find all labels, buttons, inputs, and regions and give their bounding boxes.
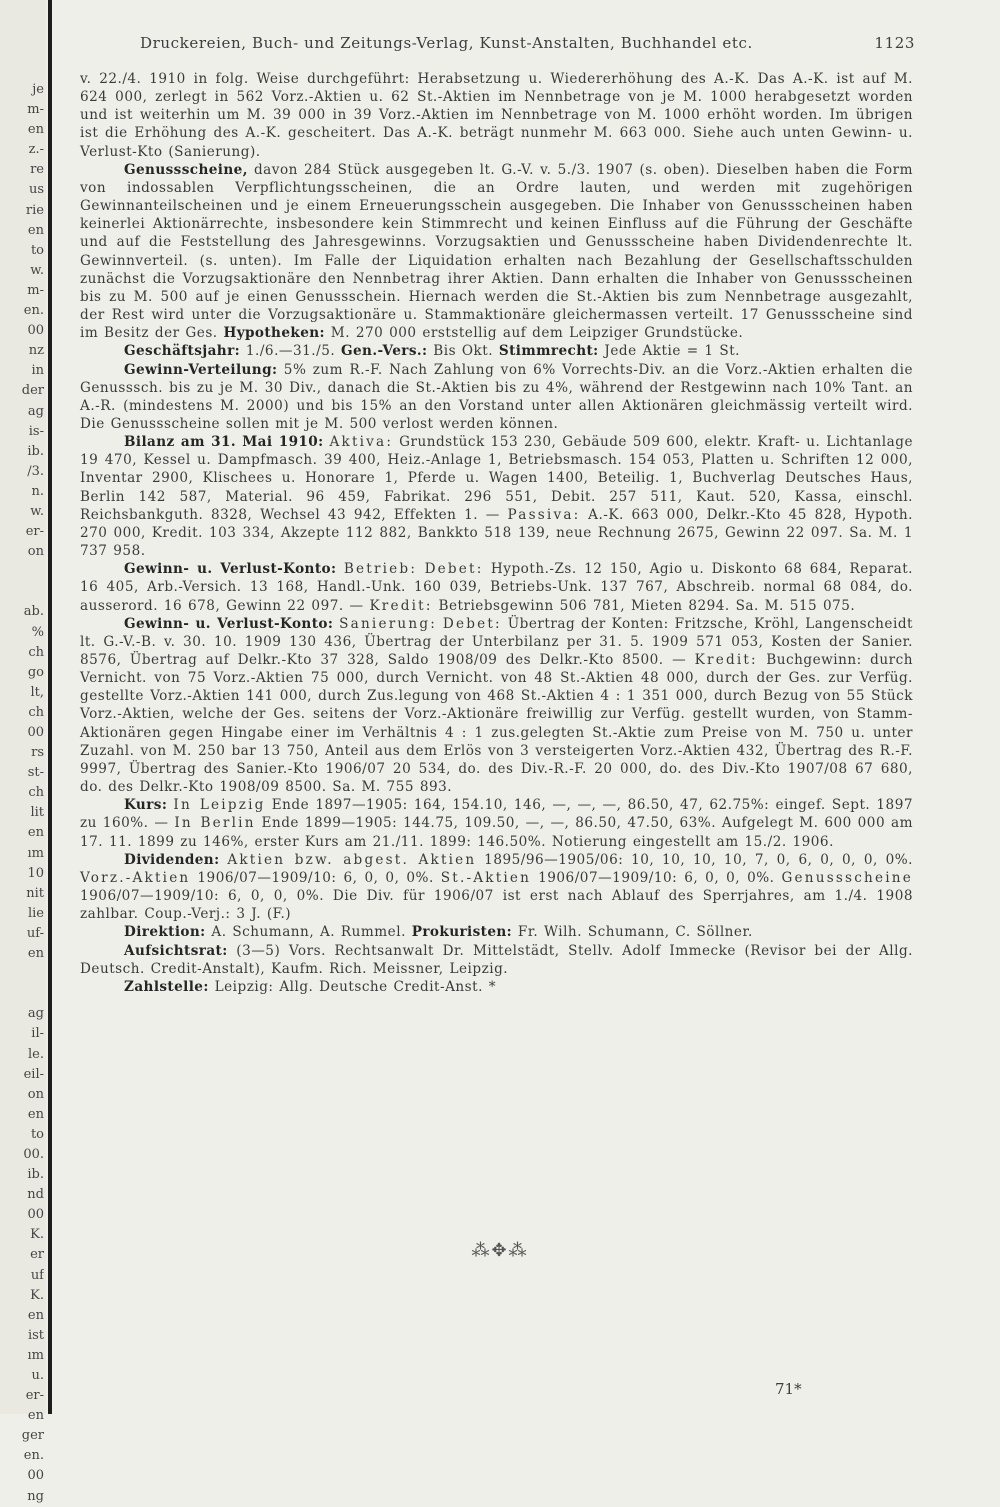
adjacent-page-fragment: /3. [27,463,44,479]
page-number: 1123 [874,34,915,52]
adjacent-page-fragment: en [27,1106,44,1122]
adjacent-page-fragments [0,80,44,1507]
adjacent-page-fragment: re [30,162,44,178]
adjacent-page-fragment: in [31,363,44,379]
adjacent-page-fragment: m- [27,282,44,298]
adjacent-page-fragment [0,984,44,1004]
adjacent-page-fragment: en. [23,303,44,319]
adjacent-page-fragment: il- [31,1026,44,1042]
adjacent-page-fragment: nit [26,885,44,901]
adjacent-page-fragment: 00 [27,1207,44,1223]
adjacent-page-fragment: ım [27,845,44,861]
adjacent-page-fragment: K. [30,1287,44,1303]
paragraph-geschaeftsjahr: Geschäftsjahr: 1./6.—31./5. Gen.-Vers.: Bis Okt. Stimmrecht: Jede Aktie = 1 St. [124,343,740,360]
adjacent-page-fragment: ch [28,704,44,720]
paragraph-gewinn-verteilung: Gewinn-Verteilung: 5% zum R.-F. Nach Zahlung von 6% Vorrechts-Div. an die Vorz.-Aktien erhalten die Genusssch. bis zu je M. 30 Div., danach die St.-Aktien bis zu 4%, während der Restgewinn nach 10% Tant. an A.-R. (mindestens M. 2000) und bis 15% an den Vorstand unter allen Aktionären gleichmässig verteilt wird. Die Genussscheine sollen mit je M. 500 verlost werden können. [80,361,913,432]
adjacent-page-fragment: eil- [23,1066,44,1082]
adjacent-page-fragment: 00 [27,1468,44,1484]
paragraph-kurs: Kurs: In Leipzig Ende 1897—1905: 164, 154.10, 146, —, —, —, 86.50, 47, 62.75%: eingef. Sept. 1897 zu 160%. — In Berlin Ende 1899—1905: 144.75, 109.50, —, —, 86.50, 47.50, 63%. Aufgelegt M. 600 000 am 17. 11. 1899 zu 146%, erster Kurs am 21./11. 1899: 146.50%. Notierung eingestellt am 15./2. 1906. [80,797,913,850]
adjacent-page-fragment: je [32,82,44,97]
adjacent-page-fragment: 00. [23,1146,44,1162]
adjacent-page-fragment: go [27,664,44,680]
adjacent-page-fragment: ag [27,1006,44,1022]
adjacent-page-fragment: lie [27,905,44,921]
adjacent-page-fragment: z.- [28,142,44,158]
adjacent-page-strip [0,0,46,1504]
adjacent-page-fragment: er [30,1247,44,1263]
adjacent-page-fragment: ch [28,644,44,660]
adjacent-page-fragment: en [27,825,44,841]
adjacent-page-fragment: n. [31,483,44,499]
adjacent-page-fragment [0,562,44,582]
paragraph-gewinn-verlust-sanierung: Gewinn- u. Verlust-Konto: Sanierung: Debet: Übertrag der Konten: Fritzsche, Kröhl, Langenscheidt lt. G.-V.-B. v. 30. 10. 1909 130 436, Übertrag der Unterbilanz per 31. 5. 1909 571 053, Kosten der Sanier. 8576, Übertrag auf Delkr.-Kto 37 328, Saldo 1908/09 des Delkr.-Kto 8500. — Kredit: Buchgewinn: durch Vernicht. von 75 Vorz.-Aktien 75 000, durch Vernicht. von 48 St.-Aktien 48 000, durch der Ges. zur Verfüg. gestellte Vorz.-Aktien 141 000, durch Zus.legung von 468 St.-Aktien 4 : 1 351 000, durch Bezug von 55 Stück Vorz.-Aktien, welche der Ges. seitens der Vorz.-Aktionäre freiwillig zur Verfüg. gestellt wurden, von Stamm-Aktionären gegen Hingabe einer im Verhältnis 4 : 1 zus.gelegten St.-Aktie zum Preise von M. 750 u. unter Zuzahl. von M. 250 bar 13 750, Anteil aus dem Erlös von 3 versteigerten Vorz.-Aktien 432, Übertrag des R.-F. 9997, Übertrag des Sanier.-Kto 1906/07 20 534, do. des Div.-R.-F. 20 000, do. des Div.-Kto 1907/08 67 680, do. des Delkr.-Kto 1908/09 8500. Sa. M. 755 893. [80,615,914,796]
adjacent-page-fragment: 00 [27,725,44,740]
adjacent-page-fragment: ab. [23,604,44,620]
adjacent-page-fragment: lt, [30,684,44,700]
adjacent-page-fragment: der [21,383,44,399]
adjacent-page-fragment: % [31,624,44,640]
adjacent-page-fragment: to [30,242,44,258]
adjacent-page-fragment: rie [25,202,44,218]
adjacent-page-fragment: 00 [27,323,44,339]
adjacent-page-fragment: en [27,946,44,962]
adjacent-page-fragment: m- [27,102,44,118]
adjacent-page-fragment: K. [30,1227,44,1243]
adjacent-page-fragment [0,582,44,602]
adjacent-page-fragment: uf- [26,925,44,941]
adjacent-page-fragment: lit [30,805,44,821]
paragraph-direktion: Direktion: A. Schumann, A. Rummel. Prokuristen: Fr. Wilh. Schumann, C. Söllner. [124,924,753,941]
adjacent-page-fragment: on [27,1086,44,1102]
paragraph-zahlstelle: Zahlstelle: Leipzig: Allg. Deutsche Credit-Anst. * [124,978,497,995]
paragraph-aufsichtsrat: Aufsichtsrat: (3—5) Vors. Rechtsanwalt Dr. Mittelstädt, Stellv. Adolf Immecke (Revisor bei der Allg. Deutsch. Credit-Anstalt), Kaufm. Rich. Meissner, Leipzig. [80,942,913,977]
paragraph-bilanz: Bilanz am 31. Mai 1910: Aktiva: Grundstück 153 230, Gebäude 509 600, elektr. Kraft- u. Lichtanlage 19 470, Kessel u. Dampfmasch. 39 400, Heiz.-Anlage 1, Betriebsmasch. 154 053, Platten u. Schriften 12 000, Inventar 2900, Klischees u. Honorare 1, Pferde u. Wagen 1400, Beteilig. 1, Buchverlag Deutsches Haus, Berlin 142 587, Material. 96 459, Fabrikat. 296 551, Debit. 257 511, Kaut. 520, Kassa, einschl. Reichsbankguth. 8328, Wechsel 43 942, Effekten 1. — Passiva: A.-K. 663 000, Delkr.-Kto 45 828, Hypoth. 270 000, Kredit. 103 334, Akzepte 112 882, Bankkto 518 139, neue Rechnung 2675, Gewinn 22 097. Sa. M. 1 737 958. [80,434,913,560]
adjacent-page-fragment [0,964,44,984]
article-body [80,70,913,996]
adjacent-page-fragment: en [27,222,44,238]
binding-edge [48,0,52,1414]
adjacent-page-fragment: nz [28,343,44,359]
adjacent-page-fragment: ib. [27,443,44,459]
adjacent-page-fragment: ım [27,1347,44,1363]
adjacent-page-fragment: on [27,544,44,560]
paragraph-capital: v. 22./4. 1910 in folg. Weise durchgeführt: Herabsetzung u. Wiedererhöhung des A.-K. Das A.-K. ist auf M. 624 000, zerlegt in 562 Vorz.-Aktien u. 62 St.-Aktien im Nennbetrage von je M. 1000 herabgesetzt worden und ist weiterhin um M. 39 000 in 39 Vorz.-Aktien im Nennbetrage von M. 1000 erhöht worden. Im übrigen ist die Erhöhung des A.-K. gescheitert. Das A.-K. beträgt nunmehr M. 663 000. Siehe auch unten Gewinn- u. Verlust-Kto (Sanierung). [80,71,913,160]
adjacent-page-fragment: ch [28,785,44,801]
paragraph-genussscheine: Genussscheine, davon 284 Stück ausgegeben lt. G.-V. v. 5./3. 1907 (s. oben). Dieselben haben die Form von indossablen Verpflichtungsscheinen, die an Ordre lauten, und werden mit zugehörigen Gewinnanteilscheinen und je einem Erneuerungsschein ausgegeben. Die Inhaber von Genussscheinen haben keinerlei Aktionärrechte, insbesondere kein Stimmrecht und keinen Einfluss auf die Führung der Geschäfte und auf die Feststellung des Jahresgewinns. Vorzugsaktien und Genussscheine haben Dividendenrechte lt. Gewinnverteil. (s. unten). Im Falle der Liquidation erhalten nach Bezahlung der Gesellschaftsschulden zunächst die Vorzugsaktionäre den Nennbetrag ihrer Aktien. Dann erhalten die Inhaber von Genussscheinen bis zu M. 500 auf je einen Genussschein. Hiernach werden die St.-Aktien bis zum Nennbetrage ausgezahlt, der Rest wird unter die Vorzugsaktionäre u. Stammaktionäre gleichermassen verteilt. 17 Genussscheine sind im Besitz der Ges. Hypotheken: M. 270 000 erststellig auf dem Leipziger Grundstücke. [80,161,913,342]
paragraph-gewinn-verlust-betrieb: Gewinn- u. Verlust-Konto: Betrieb: Debet: Hypoth.-Zs. 12 150, Agio u. Diskonto 68 684, Reparat. 16 405, Arb.-Versich. 13 168, Handl.-Unk. 160 039, Betriebs-Unk. 137 767, Abschreib. normal 68 084, do. ausserord. 16 678, Gewinn 22 097. — Kredit: Betriebsgewinn 506 781, Mieten 8294. Sa. M. 515 075. [80,561,913,614]
adjacent-page-fragment: en. [23,1448,44,1464]
adjacent-page-fragment: le. [28,1046,44,1062]
adjacent-page-fragment: u. [31,1368,44,1383]
adjacent-page-fragment: w. [30,262,44,278]
adjacent-page-fragment: uf [30,1267,44,1283]
adjacent-page-fragment: rs [31,745,44,761]
section-ornament: ⁂✥⁂ [471,1240,529,1261]
adjacent-page-fragment: to [30,1126,44,1142]
adjacent-page-fragment: ger [21,1428,44,1444]
adjacent-page-fragment: us [28,182,44,198]
adjacent-page-fragment: st- [27,765,44,781]
running-header [140,34,915,52]
adjacent-page-fragment: en [27,1307,44,1323]
adjacent-page-fragment: en [27,1408,44,1424]
adjacent-page-fragment: ag [27,403,44,419]
running-title: Druckereien, Buch- und Zeitungs-Verlag, Kunst-Anstalten, Buchhandel etc. [140,34,753,52]
adjacent-page-fragment: er- [25,1388,44,1404]
adjacent-page-fragment: er- [25,524,44,540]
adjacent-page-fragment: en [27,122,44,138]
adjacent-page-fragment: ng [27,1488,44,1504]
adjacent-page-fragment: 10 [27,865,44,881]
paragraph-dividenden: Dividenden: Aktien bzw. abgest. Aktien 1895/96—1905/06: 10, 10, 10, 10, 7, 0, 6, 0, 0, 0, 0%. Vorz.-Aktien 1906/07—1909/10: 6, 0, 0, 0%. St.-Aktien 1906/07—1909/10: 6, 0, 0, 0%. Genussscheine 1906/07—1909/10: 6, 0, 0, 0%. Die Div. für 1906/07 ist erst nach Ablauf des Sperrjahres, am 1./4. 1908 zahlbar. Coup.-Verj.: 3 J. (F.) [80,851,913,923]
adjacent-page-fragment: is- [28,423,44,439]
adjacent-page-fragment: ist [27,1327,44,1343]
adjacent-page-fragment: nd [27,1187,44,1203]
sheet-signature: 71* [775,1380,802,1398]
adjacent-page-fragment: ib. [27,1167,44,1183]
adjacent-page-fragment: w. [30,503,44,519]
